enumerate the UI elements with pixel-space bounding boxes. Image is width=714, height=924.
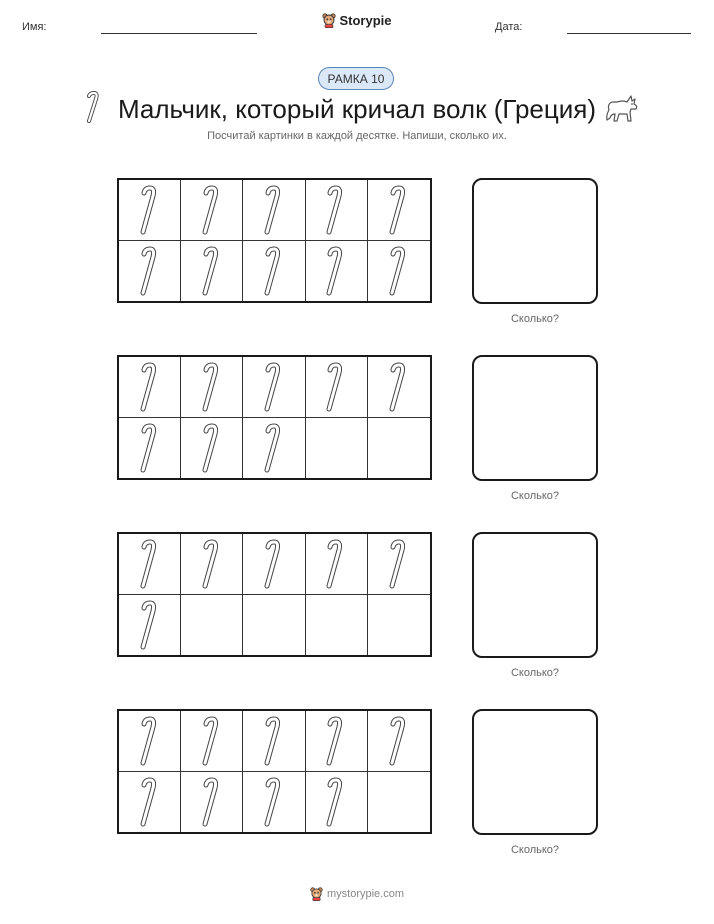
ten-frame-2 <box>117 355 432 480</box>
candy-cane-icon <box>201 423 223 473</box>
ten-frame-3 <box>117 532 432 657</box>
instructions: Посчитай картинки в каждой десятке. Напиши, сколько их. <box>207 130 507 142</box>
frame-cell <box>119 418 181 479</box>
candy-cane-icon <box>201 716 223 766</box>
frame-cell <box>119 711 181 772</box>
candy-cane-icon <box>201 246 223 296</box>
candy-cane-icon <box>325 777 347 827</box>
candy-cane-icon <box>139 246 161 296</box>
candy-cane-icon <box>139 539 161 589</box>
frame-cell <box>368 711 430 772</box>
frame-cell <box>306 772 368 833</box>
frame-cell <box>368 772 430 833</box>
candy-cane-icon <box>263 362 285 412</box>
candy-cane-icon <box>201 539 223 589</box>
date-line[interactable] <box>567 33 691 34</box>
wolf-icon <box>603 90 641 124</box>
candy-cane-icon <box>388 362 410 412</box>
brand-name: Storypie <box>339 13 392 28</box>
candy-cane-icon <box>139 423 161 473</box>
candy-cane-icon <box>263 777 285 827</box>
candy-cane-icon <box>388 246 410 296</box>
frame-cell <box>181 357 243 418</box>
candy-cane-icon <box>263 716 285 766</box>
ten-frame-4 <box>117 709 432 834</box>
ten-frame-1 <box>117 178 432 303</box>
candy-cane-icon <box>325 716 347 766</box>
candy-cane-icon <box>263 423 285 473</box>
frame-cell <box>306 241 368 302</box>
candy-cane-icon <box>388 185 410 235</box>
candy-cane-icon <box>325 539 347 589</box>
frame-cell <box>243 772 305 833</box>
bear-logo-icon <box>322 13 336 28</box>
candy-cane-icon <box>139 600 161 650</box>
frame-cell <box>181 772 243 833</box>
brand <box>0 13 714 28</box>
frame-cell <box>368 418 430 479</box>
frame-cell <box>119 357 181 418</box>
frame-cell <box>368 180 430 241</box>
frame-cell <box>306 595 368 656</box>
frame-cell <box>306 534 368 595</box>
answer-box-2[interactable] <box>472 355 598 481</box>
frame-cell <box>306 711 368 772</box>
name-line[interactable] <box>101 33 257 34</box>
candy-cane-icon <box>201 362 223 412</box>
frame-cell <box>243 595 305 656</box>
candy-cane-icon <box>263 246 285 296</box>
frame-cell <box>243 534 305 595</box>
footer-site: mystorypie.com <box>326 888 405 900</box>
frame-cell <box>368 241 430 302</box>
frame-cell <box>119 772 181 833</box>
answer-box-3[interactable] <box>472 532 598 658</box>
frame-cell <box>368 357 430 418</box>
candy-cane-icon <box>388 539 410 589</box>
date-label: Дата: <box>495 21 523 33</box>
candy-cane-icon <box>139 362 161 412</box>
footer <box>0 887 714 901</box>
frame-cell <box>119 534 181 595</box>
frame-cell <box>243 418 305 479</box>
answer-prompt-4: Сколько? <box>510 844 560 856</box>
candy-cane-icon <box>325 246 347 296</box>
frame-cell <box>243 180 305 241</box>
candy-cane-icon <box>201 777 223 827</box>
frame-cell <box>368 534 430 595</box>
frame-cell <box>368 595 430 656</box>
candy-cane-icon <box>139 185 161 235</box>
name-label: Имя: <box>22 21 47 33</box>
frame-cell <box>181 418 243 479</box>
candy-cane-icon <box>263 185 285 235</box>
frame-cell <box>181 180 243 241</box>
answer-box-1[interactable] <box>472 178 598 304</box>
frame-cell <box>181 534 243 595</box>
frame-cell <box>306 418 368 479</box>
answer-box-4[interactable] <box>472 709 598 835</box>
answer-prompt-1: Сколько? <box>510 313 560 325</box>
candy-cane-icon <box>263 539 285 589</box>
frame-cell <box>243 357 305 418</box>
frame-badge: РАМКА 10 <box>318 67 394 90</box>
candy-cane-icon <box>139 777 161 827</box>
frame-cell <box>181 241 243 302</box>
frame-cell <box>181 711 243 772</box>
candy-cane-icon <box>388 716 410 766</box>
frame-cell <box>243 241 305 302</box>
candy-cane-icon <box>325 362 347 412</box>
answer-prompt-2: Сколько? <box>510 490 560 502</box>
frame-cell <box>119 241 181 302</box>
candy-cane-icon <box>139 716 161 766</box>
frame-cell <box>306 357 368 418</box>
frame-cell <box>243 711 305 772</box>
frame-cell <box>119 180 181 241</box>
page-title: Мальчик, который кричал волк (Греция) <box>117 94 597 124</box>
candy-cane-icon <box>325 185 347 235</box>
frame-cell <box>181 595 243 656</box>
candy-cane-icon <box>201 185 223 235</box>
answer-prompt-3: Сколько? <box>510 667 560 679</box>
frame-cell <box>119 595 181 656</box>
frame-cell <box>306 180 368 241</box>
bear-logo-icon <box>310 887 323 901</box>
